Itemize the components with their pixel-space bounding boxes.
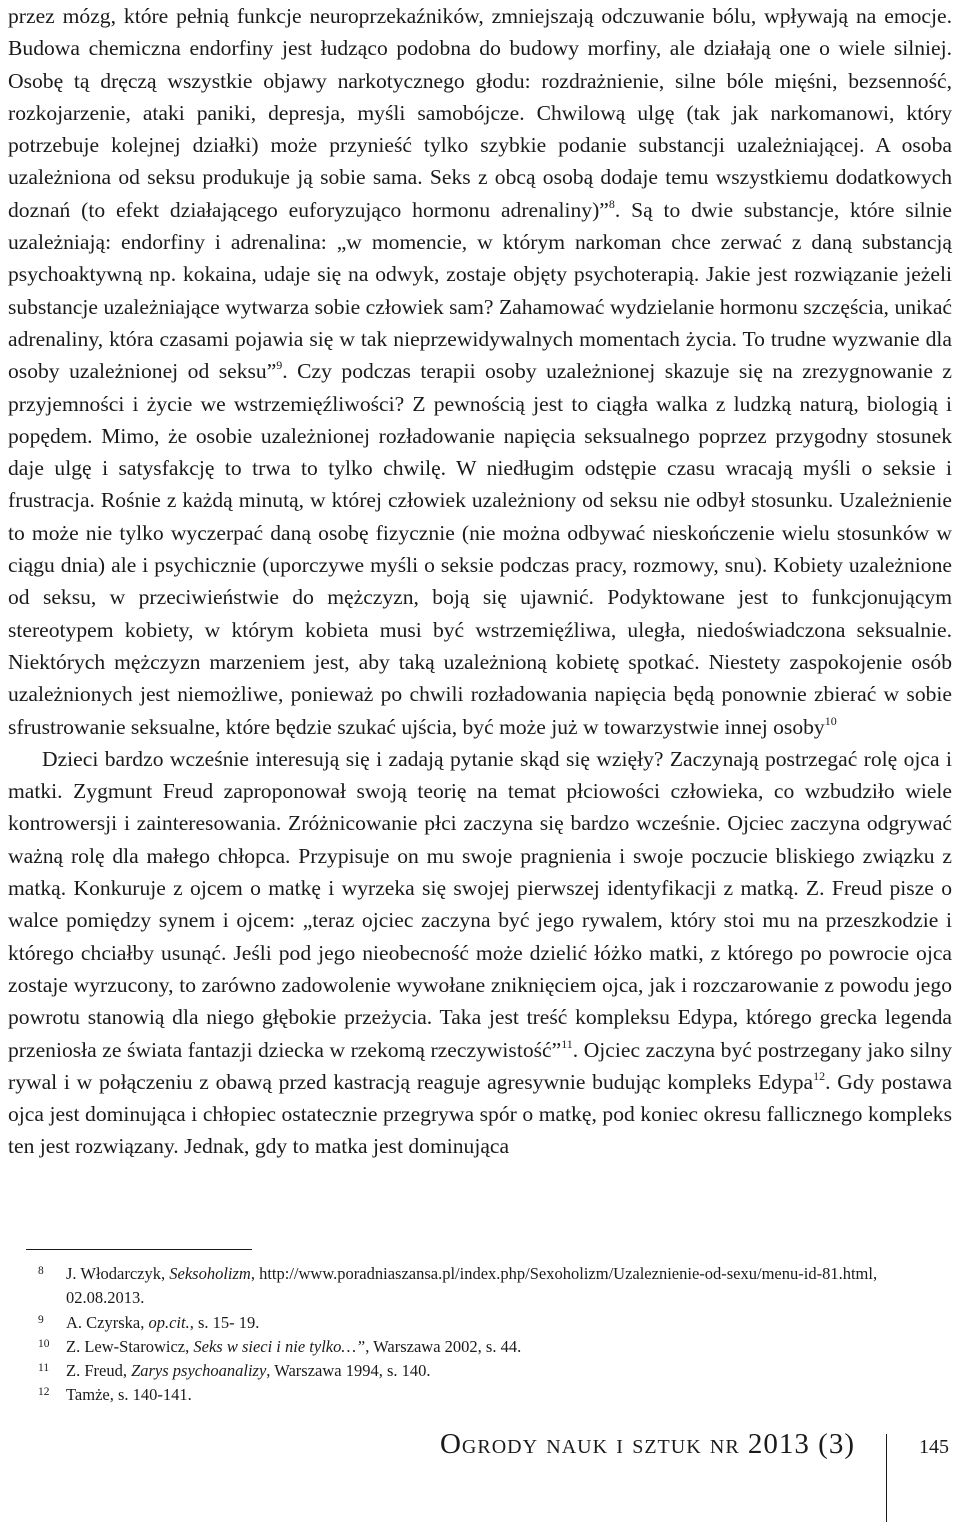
paragraph-text: . Czy podczas terapii osoby uzależnionej skazuje się na zrezygnowanie z przyjemności i życie we wstrzemięźliwości? Z pewnością jest to ciągła walka z ludzką naturą, biologią i popędem. Mimo, że osobie uzależnionej rozładowanie napięcia seksualnego poprzez przygodny stosunek daje ulgę i satysfakcję to trwa to tylko chwilę. W niedługim odstępie czasu wracają myśli o seksie i frustracja. Rośnie z każdą minutą, w której człowiek uzależniony od seksu nie odbył stosunku. Uzależnienie to może nie tylko wyczerpać daną osobę fizycznie (nie można odbywać nieskończenie wielu stosunków w ciągu dnia) ale i psychicznie (uporczywe myśli o seksie podczas pracy, rozmowy, snu). Kobiety uzależnione od seksu, w przeciwieństwie do mężczyzn, boją się ujawnić. Podyktowane jest to funkcjonującym stereotypem kobiety, w którym kobieta musi być wstrzemięźliwa, uległa, niedoświadczona seksualnie. Niektórych mężczyzn marzeniem jest, aby taką uzależnioną kobietę spotkać. Niestety zaspokojenie osób uzależnionych jest niemożliwe, ponieważ po chwili rozładowania napięcia będą ponownie zbierać w sobie sfrustrowanie seksualne, które będzie szukać ujścia, być może już w towarzystwie innej osoby (8, 359, 952, 739)
footnote-ref[interactable]: 11 (561, 1036, 573, 1051)
footnote-ref[interactable]: 10 (824, 713, 837, 728)
footnote-item (26, 1311, 954, 1335)
footnote-title: Zarys psychoanalizy (131, 1361, 267, 1381)
footnote-number: 9 (38, 1313, 44, 1326)
paragraph-text: . Gdy postawa ojca jest dominująca i chłopiec ostatecznie przegrywa spór o matkę, pod koniec okresu fallicznego kompleks ten jest rozwiązany. Jednak, gdy to matka jest dominująca (8, 1069, 952, 1159)
paragraph-text: . Ojciec zaczyna być postrzegany jako silny rywal i w połączeniu z obawą przed kastracją reaguje agresywnie budując kompleks Edypa (8, 1037, 952, 1094)
footnote-ref[interactable]: 12 (813, 1068, 826, 1083)
footnote-title: Seksoholizm (169, 1264, 251, 1283)
paragraph-text: Dzieci bardzo wcześnie interesują się i zadają pytanie skąd się wzięły? Zaczynają postrzegać rolę ojca i matki. Zygmunt Freud zaproponował swoją teorię na temat płciowości człowieka, co wzbudziło wiele kontrowersji i zainteresowania. Zróżnicowanie płci zaczyna się bardzo wcześnie. Ojciec zaczyna odgrywać ważną rolę dla małego chłopca. Przypisuje on mu swoje pragnienia i swoje poczucie bliskiego związku z matką. Konkuruje z ojcem o matkę i wyrzeka się swojej pierwszej identyfikacji z matką. Z. Freud pisze o walce pomiędzy synem i ojcem: „teraz ojciec zaczyna być jego rywalem, który stoi mu na przeszkodzie i którego chciałby usunąć. Jeśli pod jego nieobecność może dzielić łóżko matki, z którego po powrocie ojca zostaje wyrzucony, to zarówno zadowolenie wywołane zniknięciem ojca, jak i rozczarowanie z powodu jego powrotu stanowią dla niego głębokie przeżycia. Taka jest treść kompleksu Edypa, którego grecka legenda przeniosła ze świata fantazji dziecka w rzekomą rzeczywistość” (8, 746, 952, 1062)
footnote-source: , Warszawa 2002, s. 44. (365, 1336, 522, 1356)
footnote-number: 12 (38, 1386, 50, 1399)
paragraph-text: . Są to dwie substancje, które silnie uzależniają: endorfiny i adrenalina: „w momencie, w którym narkoman chce zerwać z daną substancją psychoaktywną np. kokaina, udaje się na odwyk, zostaje objęty psychoterapią. Jakie jest rozwiązanie jeżeli substancje uzależniające wytwarza sobie człowiek sam? Zahamować wydzielanie hormonu szczęścia, unikać adrenaliny, która czasami pojawia się w tak nieprzewidywalnych momentach życia. To trudne wyzwanie dla osoby uzależnionej od seksu” (8, 197, 952, 384)
footnote-item (26, 1335, 954, 1359)
footnotes (26, 1262, 954, 1408)
footnote-author: Z. Lew-Starowicz, (66, 1336, 194, 1356)
footnote-item (26, 1262, 954, 1311)
journal-title: Ogrody nauk i sztuk nr 2013 (3) (439, 1428, 855, 1460)
footnote-author: Z. Freud, (66, 1361, 132, 1381)
footnote-item (26, 1383, 954, 1407)
footnote-ref[interactable]: 9 (276, 358, 283, 373)
footnote-author: Tamże, s. 140-141. (66, 1385, 192, 1405)
footnote-source: , s. 15- 19. (189, 1312, 260, 1332)
footnote-item (26, 1359, 954, 1383)
page-body (8, 0, 952, 1163)
footnote-title: op.cit. (148, 1312, 190, 1332)
footnote-title: Seks w sieci i nie tylko…” (193, 1336, 366, 1356)
page-number: 145 (919, 1436, 949, 1458)
footnote-ref[interactable]: 8 (608, 196, 615, 211)
footnote-source: , Warszawa 1994, s. 140. (266, 1361, 431, 1381)
footnote-number: 11 (38, 1362, 50, 1375)
footnote-source: , http://www.poradniaszansa.pl/index.php/Sexoholizm/Uzaleznienie-od-sexu/menu-id-81.html, 02.08.2013. (66, 1264, 878, 1308)
footnote-author: J. Włodarczyk, (66, 1264, 170, 1283)
footnote-number: 8 (38, 1265, 44, 1277)
page-footer (0, 1420, 960, 1520)
paragraph-text: przez mózg, które pełnią funkcje neuroprzekaźników, zmniejszają odczuwanie bólu, wpływają na emocje. Budowa chemiczna endorfiny jest łudząco podobna do budowy morfiny, ale działają one o wiele silniej. Osobę tą dręczą wszystkie objawy narkotycznego głodu: rozdrażnienie, silne bóle mięśni, bezsenność, rozkojarzenie, ataki paniki, depresja, myśli samobójcze. Chwilową ulgę (tak jak narkomanowi, który potrzebuje kolejnej działki) może przynieść tylko szybkie podanie substancji uzależniającej. A osoba uzależniona od seksu produkuje ją sobie sama. Seks z obcą osobą dodaje temu wszystkiemu dodatkowych doznań (to efekt działającego euforyzująco hormonu adrenaliny)” (8, 4, 952, 222)
footnote-author: A. Czyrska, (66, 1312, 149, 1332)
footnote-divider (26, 1249, 252, 1250)
paragraph-2 (8, 743, 952, 1163)
footnote-number: 10 (38, 1337, 50, 1350)
paragraph-1 (8, 0, 952, 743)
footer-divider (886, 1434, 887, 1522)
